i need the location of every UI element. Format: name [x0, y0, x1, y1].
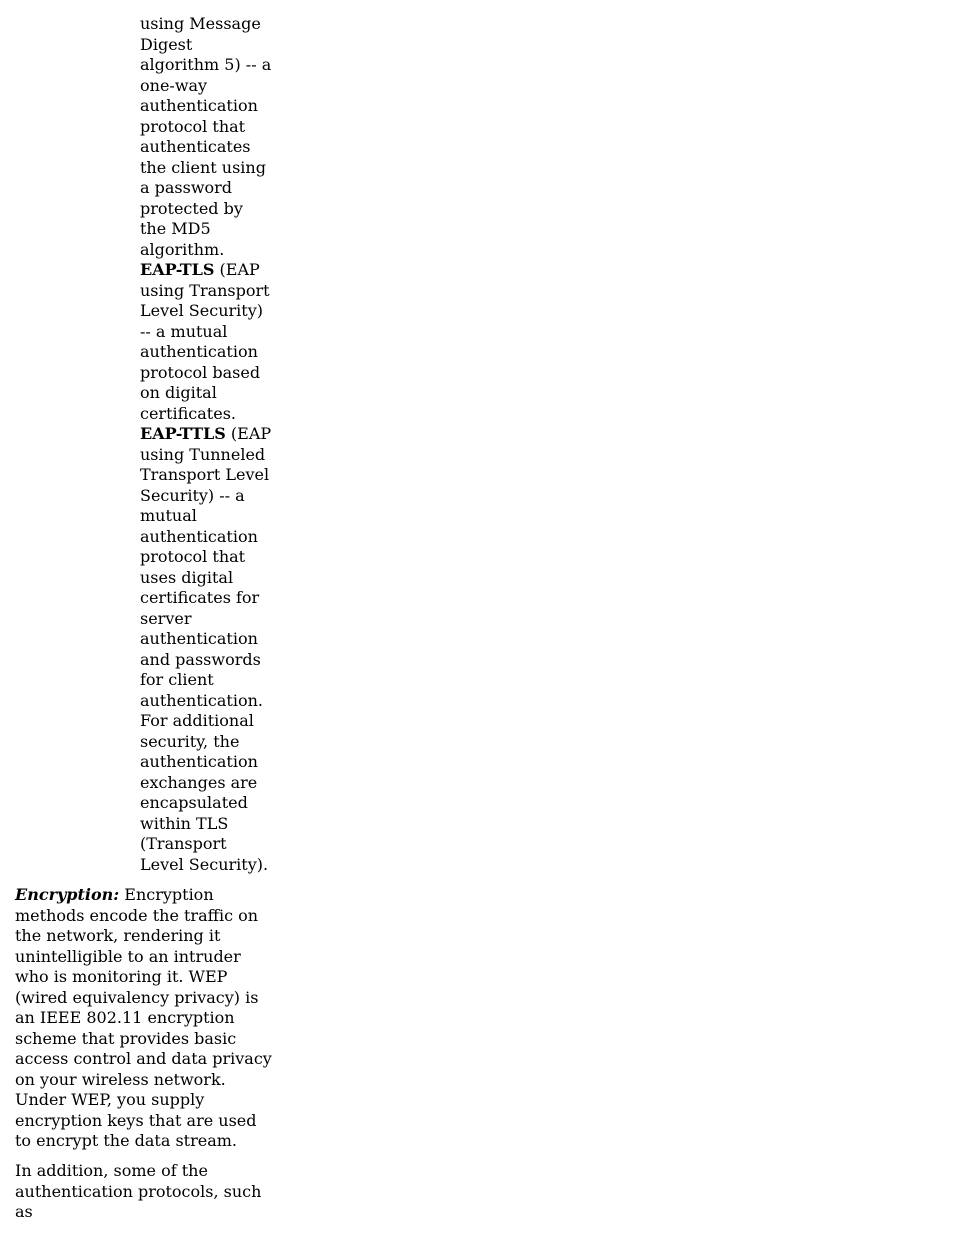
eap-ttls-term: EAP-TTLS: [140, 424, 226, 443]
eap-tls-description: (EAP using Transport Level Security) -- a mutual authentication protocol based on digital certificates.: [140, 260, 270, 423]
encryption-paragraph: [15, 885, 273, 1152]
eap-tls-term: EAP-TLS: [140, 260, 215, 279]
eap-ttls-description: (EAP using Tunneled Transport Level Security) -- a mutual authentication protocol that uses digital certificates for server authentication and passwords for client authentication. For additional security, the authentication exchanges are encapsulated within TLS (Transport Level Security).: [140, 424, 272, 874]
addition-body: In addition, some of the authentication protocols, such as: [15, 1161, 262, 1221]
eap-tls-item: [140, 260, 272, 424]
encryption-heading: Encryption:: [15, 885, 120, 904]
eap-md5-item: [140, 14, 272, 260]
eap-md5-description: using Message Digest algorithm 5) -- a one-way authentication protocol that authenticates the client using a password protected by the MD5 algorithm.: [140, 14, 272, 259]
eap-protocol-list: [140, 14, 272, 875]
addition-paragraph: [15, 1161, 273, 1223]
encryption-body: Encryption methods encode the traffic on the network, rendering it unintelligible to an intruder who is monitoring it. WEP (wired equivalency privacy) is an IEEE 802.11 encryption scheme that provides basic access control and data privacy on your wireless network. Under WEP, you supply encryption keys that are used to encrypt the data stream.: [15, 885, 272, 1150]
eap-ttls-item: [140, 424, 272, 875]
